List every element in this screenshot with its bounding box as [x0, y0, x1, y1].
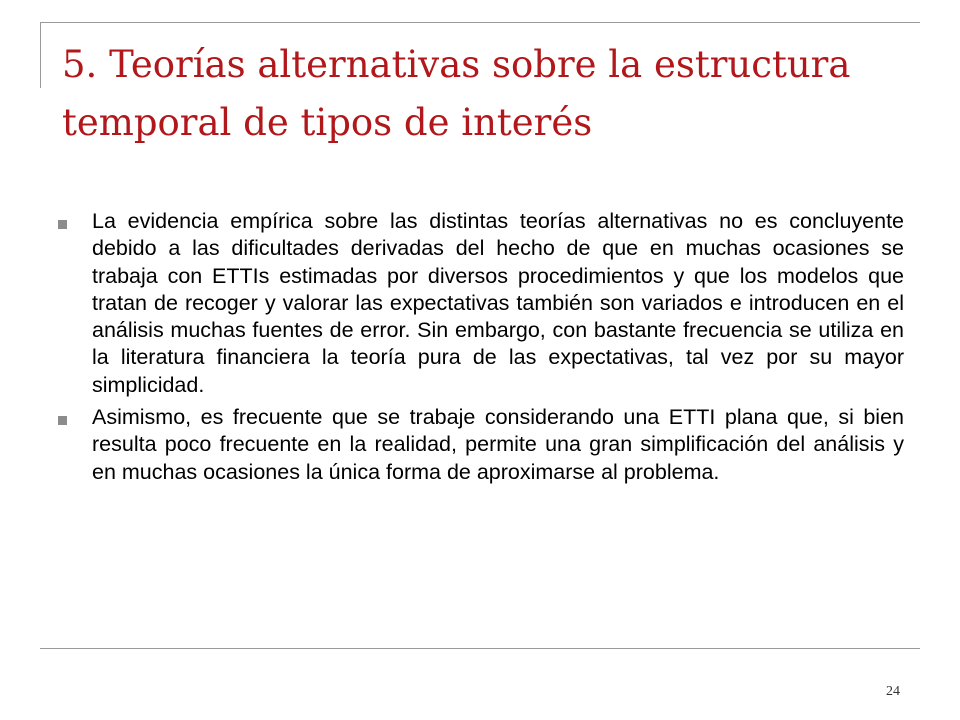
square-bullet-icon	[58, 220, 67, 229]
left-rule	[40, 22, 41, 88]
square-bullet-icon	[58, 416, 67, 425]
bullet-item	[52, 208, 904, 399]
slide-title: 5. Teorías alternativas sobre la estructura temporal de tipos de interés	[62, 43, 851, 144]
bullet-text: La evidencia empírica sobre las distintas teorías alternativas no es concluyente debido a las dificultades derivadas del hecho de que en muchas ocasiones se trabaja con ETTIs estimadas por diversos procedimientos y que los modelos que tratan de recoger y valorar las expectativas también son variados e introducen en el análisis muchas fuentes de error. Sin embargo, con bastante frecuencia se utiliza en la literatura financiera la teoría pura de las expectativas, tal vez por su mayor simplicidad.	[92, 209, 904, 397]
page-number: 24	[886, 684, 900, 699]
top-rule	[40, 22, 920, 23]
bullet-list	[52, 208, 904, 491]
bottom-rule	[40, 648, 920, 649]
bullet-text: Asimismo, es frecuente que se trabaje considerando una ETTI plana que, si bien resulta poco frecuente en la realidad, permite una gran simplificación del análisis y en muchas ocasiones la única forma de aproximarse al problema.	[92, 405, 904, 484]
bullet-item	[52, 404, 904, 486]
